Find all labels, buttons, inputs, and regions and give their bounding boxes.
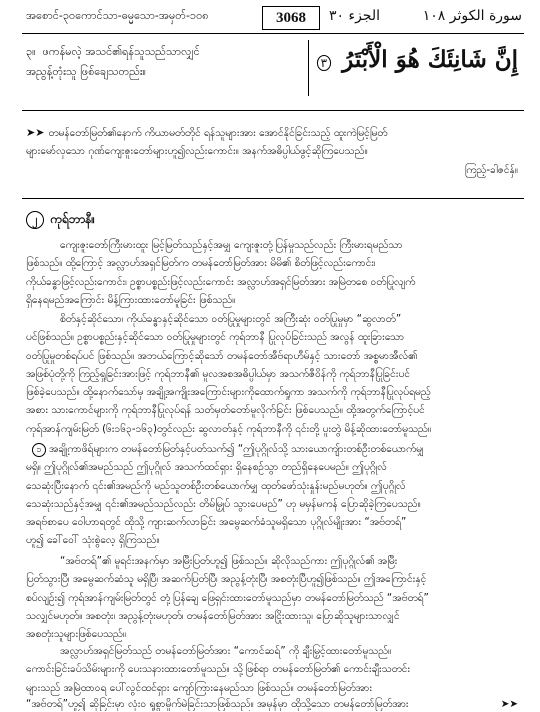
text-line: အရဗ်စာပေ ဝေါဟာရတွင် ထိုသို့ ကျားဆက်လာခြင်း အမွေဆက်ခံသူမရှိသော ပုဂ္ဂိုလ်မျိုးအား “အဗ်တရ်”: [26, 516, 407, 529]
section-number: ၂: [26, 211, 44, 229]
text-line: “အဗ်တရ်”၏ မူရင်းအနက်မှာ အမြီးပြတ်ဟူ၍ ဖြစ်သည်။ ဆိုလိုသည်ကား ဤပုဂ္ဂိုလ်၏ အမြီး: [60, 555, 398, 567]
text-line: သေဆုံးပြီးနောက် ၎င်း၏အမည်ကို မည်သူတစ်ဦးတစ်ယောက်မျှ ထုတ်ဖော်သုံးနှုန်းမည်မဟုတ်။ ဤပုဂ္ဂိုလ်: [26, 479, 406, 492]
intro-rule: [22, 198, 524, 199]
text-line: ဝတ်ပြုမှုတစ်ရပ်ပင် ဖြစ်သည်။ အဘယ်ကြောင့်ဆိုသော် တမန်တော်အီဗ်ရာဟီမ်နှင့် သားတော် အစ္စမာအီလ်၏: [26, 349, 418, 362]
text-line: ကျေးဇူးတော်ကြီးမားထူး မြင့်မြတ်သည်နှင့်အမျှ ကျေးဇူးတုံ့ပြန်မှုသည်လည်း ကြီးမားရမည်သာ: [60, 239, 403, 251]
intro-commentary: [26, 124, 518, 179]
text-line: စပ်လျဉ်း၍ ကုရ်အာန်ကျမ်းမြတ်တွင် တုံ့ပြန်ချေ ဖြေရှင်းထားတော်မူသည်မှာ တမန်တော်မြတ်သည် “အဗ်တရ်”: [26, 591, 429, 604]
paragraph-5: [26, 642, 518, 697]
text-line: ဟူ၍ ခေါ်ဝေါ် သုံးစွဲလေ့ ရှိကြသည်။: [26, 534, 160, 547]
text-line: ဖြစ်ခဲ့ပေသည်။ ထို့နောက်သော်မှ အချို့အကျိုးအကြောင်းများကိုထောက်ရှုကာ အသက်ကို ကုရ်ဘာနီပြုလုပ်ရမည့်: [26, 386, 431, 399]
arrows-icon: ➤➤: [26, 126, 45, 139]
reference-note: ကြည့်-ခါဇင်နှ်။: [464, 163, 518, 176]
header-left-title: အစောင်-၃၀ကောင်သာ-ဓမ္မသော-အမှတ်-၁၀၈: [26, 9, 209, 22]
verse-translation: [26, 42, 296, 82]
text-line: အချို့ကာဖိရ်များက တမန်တော်မြတ်နှင့်ပတ်သက်၍ “ဤပုဂ္ဂိုလ်သို့ သားယောကျ်ားတစ်ဦးတစ်ယောက်မျှ: [49, 443, 425, 455]
paragraph-2: [26, 310, 518, 438]
section-heading: [26, 211, 95, 229]
arabic-verse: [318, 46, 518, 73]
text-line: စိတ်နှင့်ဆိုင်သော၊ ကိုယ်ခန္ဓာနှင့်ဆိုင်သော ဝတ်ပြုမှုများတွင် အကြီးဆုံး ဝတ်ပြုမှုမှာ “ဆွလာတ်”: [60, 313, 402, 325]
page-header: [26, 6, 522, 32]
continue-arrows-icon: ➤➤: [500, 698, 518, 710]
text-line: အစတုံးသူများဖြစ်ပေသည်။: [26, 628, 127, 641]
verse-rule: [22, 110, 524, 111]
paragraph-1: [26, 236, 518, 309]
paragraph-5-last-line: [26, 697, 518, 711]
footnote-number: ၁: [32, 443, 46, 457]
text-line: ဖြစ်သည်။ ထို့ကြောင့် အလ္လာဟ်အရှင်မြတ်က တမန်တော်မြတ်အား မိမိ၏ စိတ်ဖြင့်လည်းကောင်း၊: [26, 257, 376, 270]
text-line: ပင်ဖြစ်သည်။ ဥစ္စာပစ္စည်းနှင့်ဆိုင်သော ဝတ်ပြုမှုများတွင် ကုရ်ဘာနီ ပြုလုပ်ခြင်းသည် အလွန် ထူးခြားသော: [26, 331, 405, 344]
text-line: သေဆုံးသည်နှင့်အမျှ ၎င်း၏အမည်သည်လည်း တိမ်မြှုပ် သွားပေမည်” ဟု မမှန်မကန် ပြောဆိုခဲ့ကြပေသည်။: [26, 497, 421, 510]
arabic-verse-text: إِنَّ شَانِئَكَ هُوَ الْأَبْتَرُ: [342, 46, 518, 73]
text-line: ကုရ်အာန်ကျမ်းမြတ် (၆း၁၆၃-၁၆၃)တွင်လည်း ဆွလာတ်နှင့် ကုရ်ဘာနီကို ၎င်းတို့ ပူးတွဲ မိန့်ဆိုထားတော်မူသည်။: [26, 422, 432, 435]
paragraph-4: [26, 552, 518, 643]
text-line: မရှိ။ ဤပုဂ္ဂိုလ်၏အမည်သည် ဤပုဂ္ဂိုလ် အသက်ထင်ရှား ရှိနေစဉ်သွာ တည်ရှိနေပေမည်။ ဤပုဂ္ဂိုလ်: [26, 461, 387, 474]
verse-translation-line-2: အညွန့်တုံးသူ ဖြစ်ချေသတည်း။: [26, 65, 146, 78]
verse-divider: [308, 40, 309, 96]
text-line: “အဗ်တရ်”ဟူ၍ ဆိုခြင်းမှာ လုံးဝ ရှုစွာမှိုက်မဲခြင်းသာဖြစ်သည်။ အမှန်မှာ ထိုသို့သော တမန်တော်မြတ်အား: [26, 698, 409, 710]
page-number: 3068: [262, 6, 320, 30]
verse-translation-line-1: ဖကန်မလဲ့ အသင်၏ရန်သူသည်သာလျှင်: [42, 45, 200, 58]
text-line: အဖြစ်ပုံတို့ကို ကြည့်ရှုခြင်းအားဖြင့် ကုရ်ဘာနီ၏ မူလအစအဓိပ္ပါယ်မှာ အသက်ဇီဝိန်ကို ကုရ်ဘာနီပြုခြင်းပင်: [26, 367, 411, 380]
verse-number: ၃။: [26, 45, 36, 58]
arabic-verse-number: ٣: [317, 55, 331, 71]
text-line: အလ္လာဟ်အရှင်မြတ်သည် တမန်တော်မြတ်အား “ကောင်ဆရ်” ကို ချီးမြှင့်ထားတော်မူသည်။: [60, 645, 392, 657]
surah-label: سورة الكوثر ١٠٨: [422, 8, 522, 24]
text-line: ကိုယ်ခန္ဓာဖြင့်လည်းကောင်း၊ ဥစ္စာပစ္စည်းဖြင့်လည်းကောင်း အလ္လာဟ်အရှင်မြတ်အား အမြဲတစေ ဝတ်ပြုလျက်: [26, 275, 416, 288]
intro-line: များမော်လှသော ဂုဏ်ကျေးဇူးတော်များဟူ၍လည်းကောင်း။ အနက်အဓိပ္ပါယ်ဖွင့်ဆိုကြပေသည်။: [26, 145, 368, 158]
text-line: များသည် အမြဲထာဝရ ပေါ်လွင်ထင်ရှား ကျော်ကြားနေမည်သာ ဖြစ်သည်။ တမန်တော်မြတ်အား: [26, 681, 373, 694]
paragraph-3: [26, 440, 518, 550]
text-line: ပြတ်သွားပြီ၊ အမွေဆက်ဆံသူ မရှိပြီ၊ အဆက်ပြတ်ပြီ၊ အညွန့်တုံးပြီ၊ အစတုံးပြီဟူ၍ဖြစ်သည်။ ဤအကြောင်းနှင့်: [26, 573, 427, 586]
section-title: ကုရ်ဘာနီ။: [50, 212, 95, 226]
text-line: သလျှင်မဟုတ်။ အစတုံး၊ အညွန့်တုံးမဟုတ်၊ တမန်တော်မြတ်အား အငြိုးထားသူ၊ ပြောဆိုသူများသာလျှင်: [26, 609, 400, 622]
text-line: ရှိနေရမည်အကြောင်း မိန့်ကြားထားတော်မူခြင်း ဖြစ်သည်။: [26, 293, 236, 306]
text-line: အစား သားကောင်များကို ကုရ်ဘာနီပြုလုပ်ရန် သတ်မှတ်တော်မူလိုက်ခြင်း ဖြစ်ပေသည်။ ထို့အတွက်ကြောင့်ပင်: [26, 404, 425, 417]
intro-line: တမန်တော်မြတ်၏နောက် ကိယာမတ်တိုင် ရန်သူများအား အောင်နိုင်ခြင်းသည့် ထူးကဲမြင့်မြတ်: [48, 127, 388, 139]
text-line: ကောင်းခြင်းခပ်သိမ်းများကို ပေးသနားထားတော်မူသည်။ သို့ဖြစ်ရာ တမန်တော်မြတ်၏ ကောင်းချီးသတင်း: [26, 663, 411, 676]
header-rule: [22, 33, 524, 34]
juz-label: الجزء ٣٠: [329, 8, 380, 24]
